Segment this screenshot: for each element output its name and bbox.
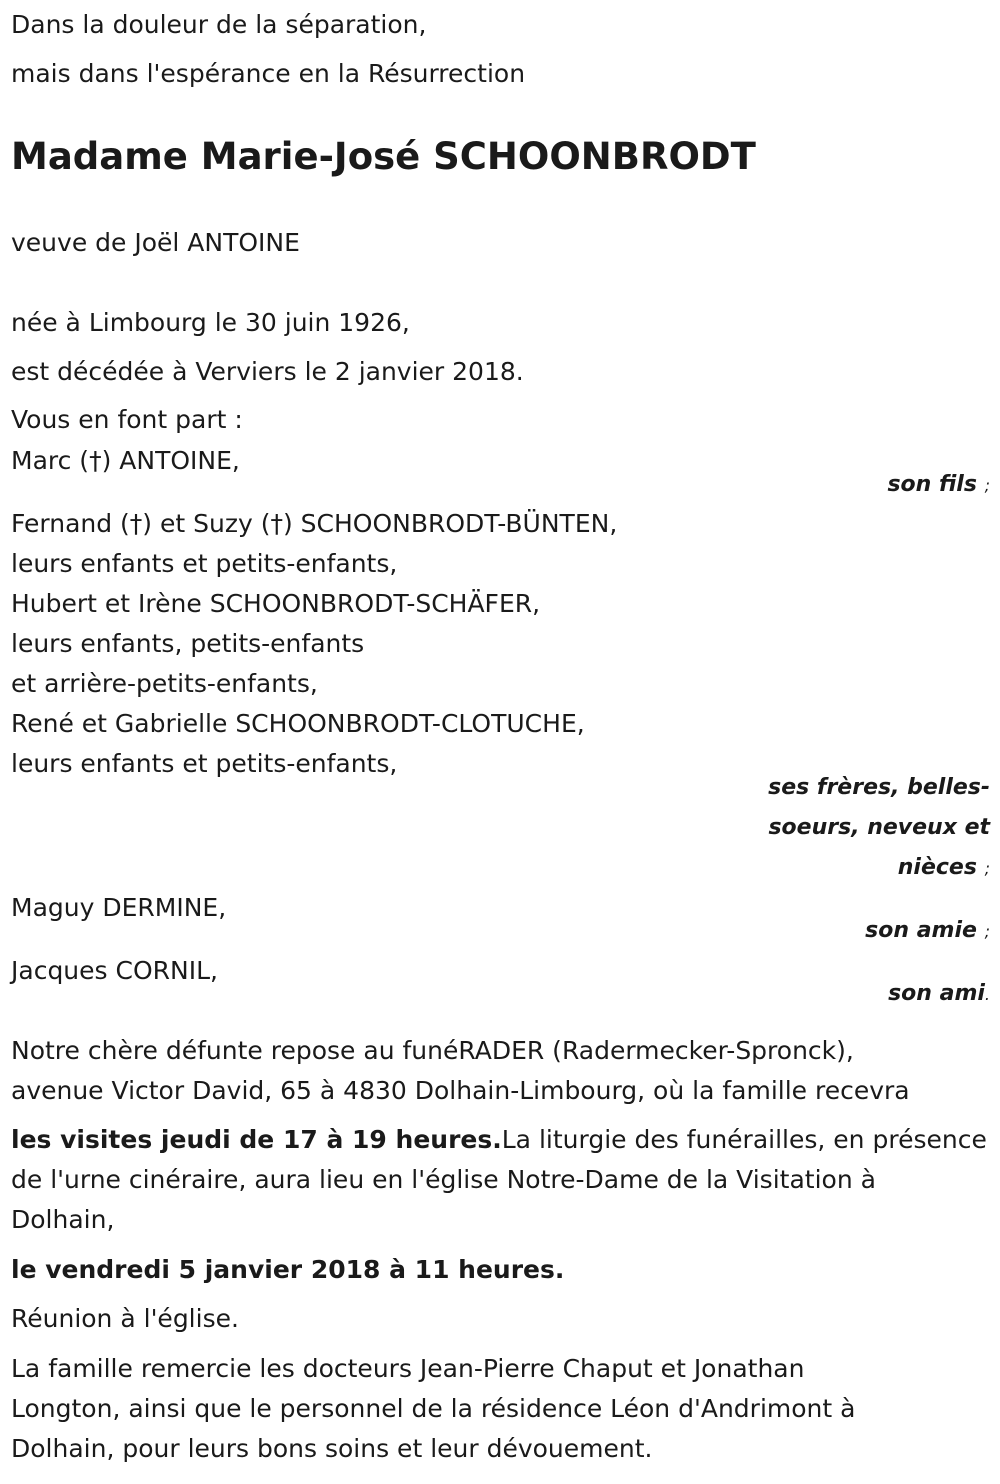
thanks-line-1: La famille remercie les docteurs Jean-Pierre Chaput et Jonathan xyxy=(11,1354,805,1383)
visits-bold: les visites jeudi de 17 à 19 heures. xyxy=(11,1125,502,1154)
liturgy-line-1: La liturgie des funérailles, en présence xyxy=(501,1125,987,1154)
siblings-relation-line-3-text: nièces xyxy=(897,855,977,880)
sibling-line-4: leurs enfants, petits-enfants xyxy=(11,629,365,658)
funeral-date: le vendredi 5 janvier 2018 à 11 heures. xyxy=(11,1255,565,1284)
intro-line-2: mais dans l'espérance en la Résurrection xyxy=(11,59,526,88)
death-line: est décédée à Verviers le 2 janvier 2018. xyxy=(11,357,524,386)
liturgy-line-3: Dolhain, xyxy=(11,1205,115,1234)
friend-f-relation xyxy=(865,916,990,947)
rest-line-2: avenue Victor David, 65 à 4830 Dolhain-Limbourg, où la famille recevra xyxy=(11,1076,910,1105)
son-relation-text: son fils xyxy=(887,472,977,497)
friend-m-name: Jacques CORNIL, xyxy=(11,956,218,985)
visits-and-liturgy-line xyxy=(11,1125,987,1155)
siblings-relation-punct: ; xyxy=(984,859,990,878)
friend-f-name: Maguy DERMINE, xyxy=(11,893,227,922)
siblings-relation-line-3 xyxy=(898,853,990,884)
announcement-intro: Vous en font part : xyxy=(11,405,243,434)
friend-f-relation-punct: ; xyxy=(984,922,990,941)
son-relation xyxy=(887,470,990,501)
birth-line: née à Limbourg le 30 juin 1926, xyxy=(11,308,410,337)
thanks-line-2: Longton, ainsi que le personnel de la résidence Léon d'Andrimont à xyxy=(11,1394,856,1423)
sibling-line-5: et arrière-petits-enfants, xyxy=(11,669,318,698)
friend-f-relation-text: son amie xyxy=(865,918,977,943)
sibling-line-7: leurs enfants et petits-enfants, xyxy=(11,749,398,778)
liturgy-line-2: de l'urne cinéraire, aura lieu en l'église Notre-Dame de la Visitation à xyxy=(11,1165,876,1194)
intro-line-1: Dans la douleur de la séparation, xyxy=(11,10,427,39)
sibling-line-2: leurs enfants et petits-enfants, xyxy=(11,549,398,578)
siblings-relation-line-1: ses frères, belles- xyxy=(768,775,990,800)
meeting-line: Réunion à l'église. xyxy=(11,1304,239,1333)
son-relation-punct: ; xyxy=(984,476,990,495)
friend-m-relation xyxy=(888,979,990,1010)
thanks-line-3: Dolhain, pour leurs bons soins et leur dévouement. xyxy=(11,1434,653,1463)
sibling-line-6: René et Gabrielle SCHOONBRODT-CLOTUCHE, xyxy=(11,709,585,738)
son-name: Marc (†) ANTOINE, xyxy=(11,446,240,475)
friend-m-relation-text: son ami xyxy=(888,981,985,1006)
spouse-line: veuve de Joël ANTOINE xyxy=(11,228,300,257)
deceased-name: Madame Marie-José SCHOONBRODT xyxy=(11,135,756,178)
sibling-line-1: Fernand (†) et Suzy (†) SCHOONBRODT-BÜNTEN, xyxy=(11,509,618,538)
friend-m-relation-punct: . xyxy=(984,985,990,1004)
siblings-relation-line-2: soeurs, neveux et xyxy=(768,815,990,840)
rest-line-1: Notre chère défunte repose au funéRADER (Radermecker-Spronck), xyxy=(11,1036,854,1065)
sibling-line-3: Hubert et Irène SCHOONBRODT-SCHÄFER, xyxy=(11,589,541,618)
